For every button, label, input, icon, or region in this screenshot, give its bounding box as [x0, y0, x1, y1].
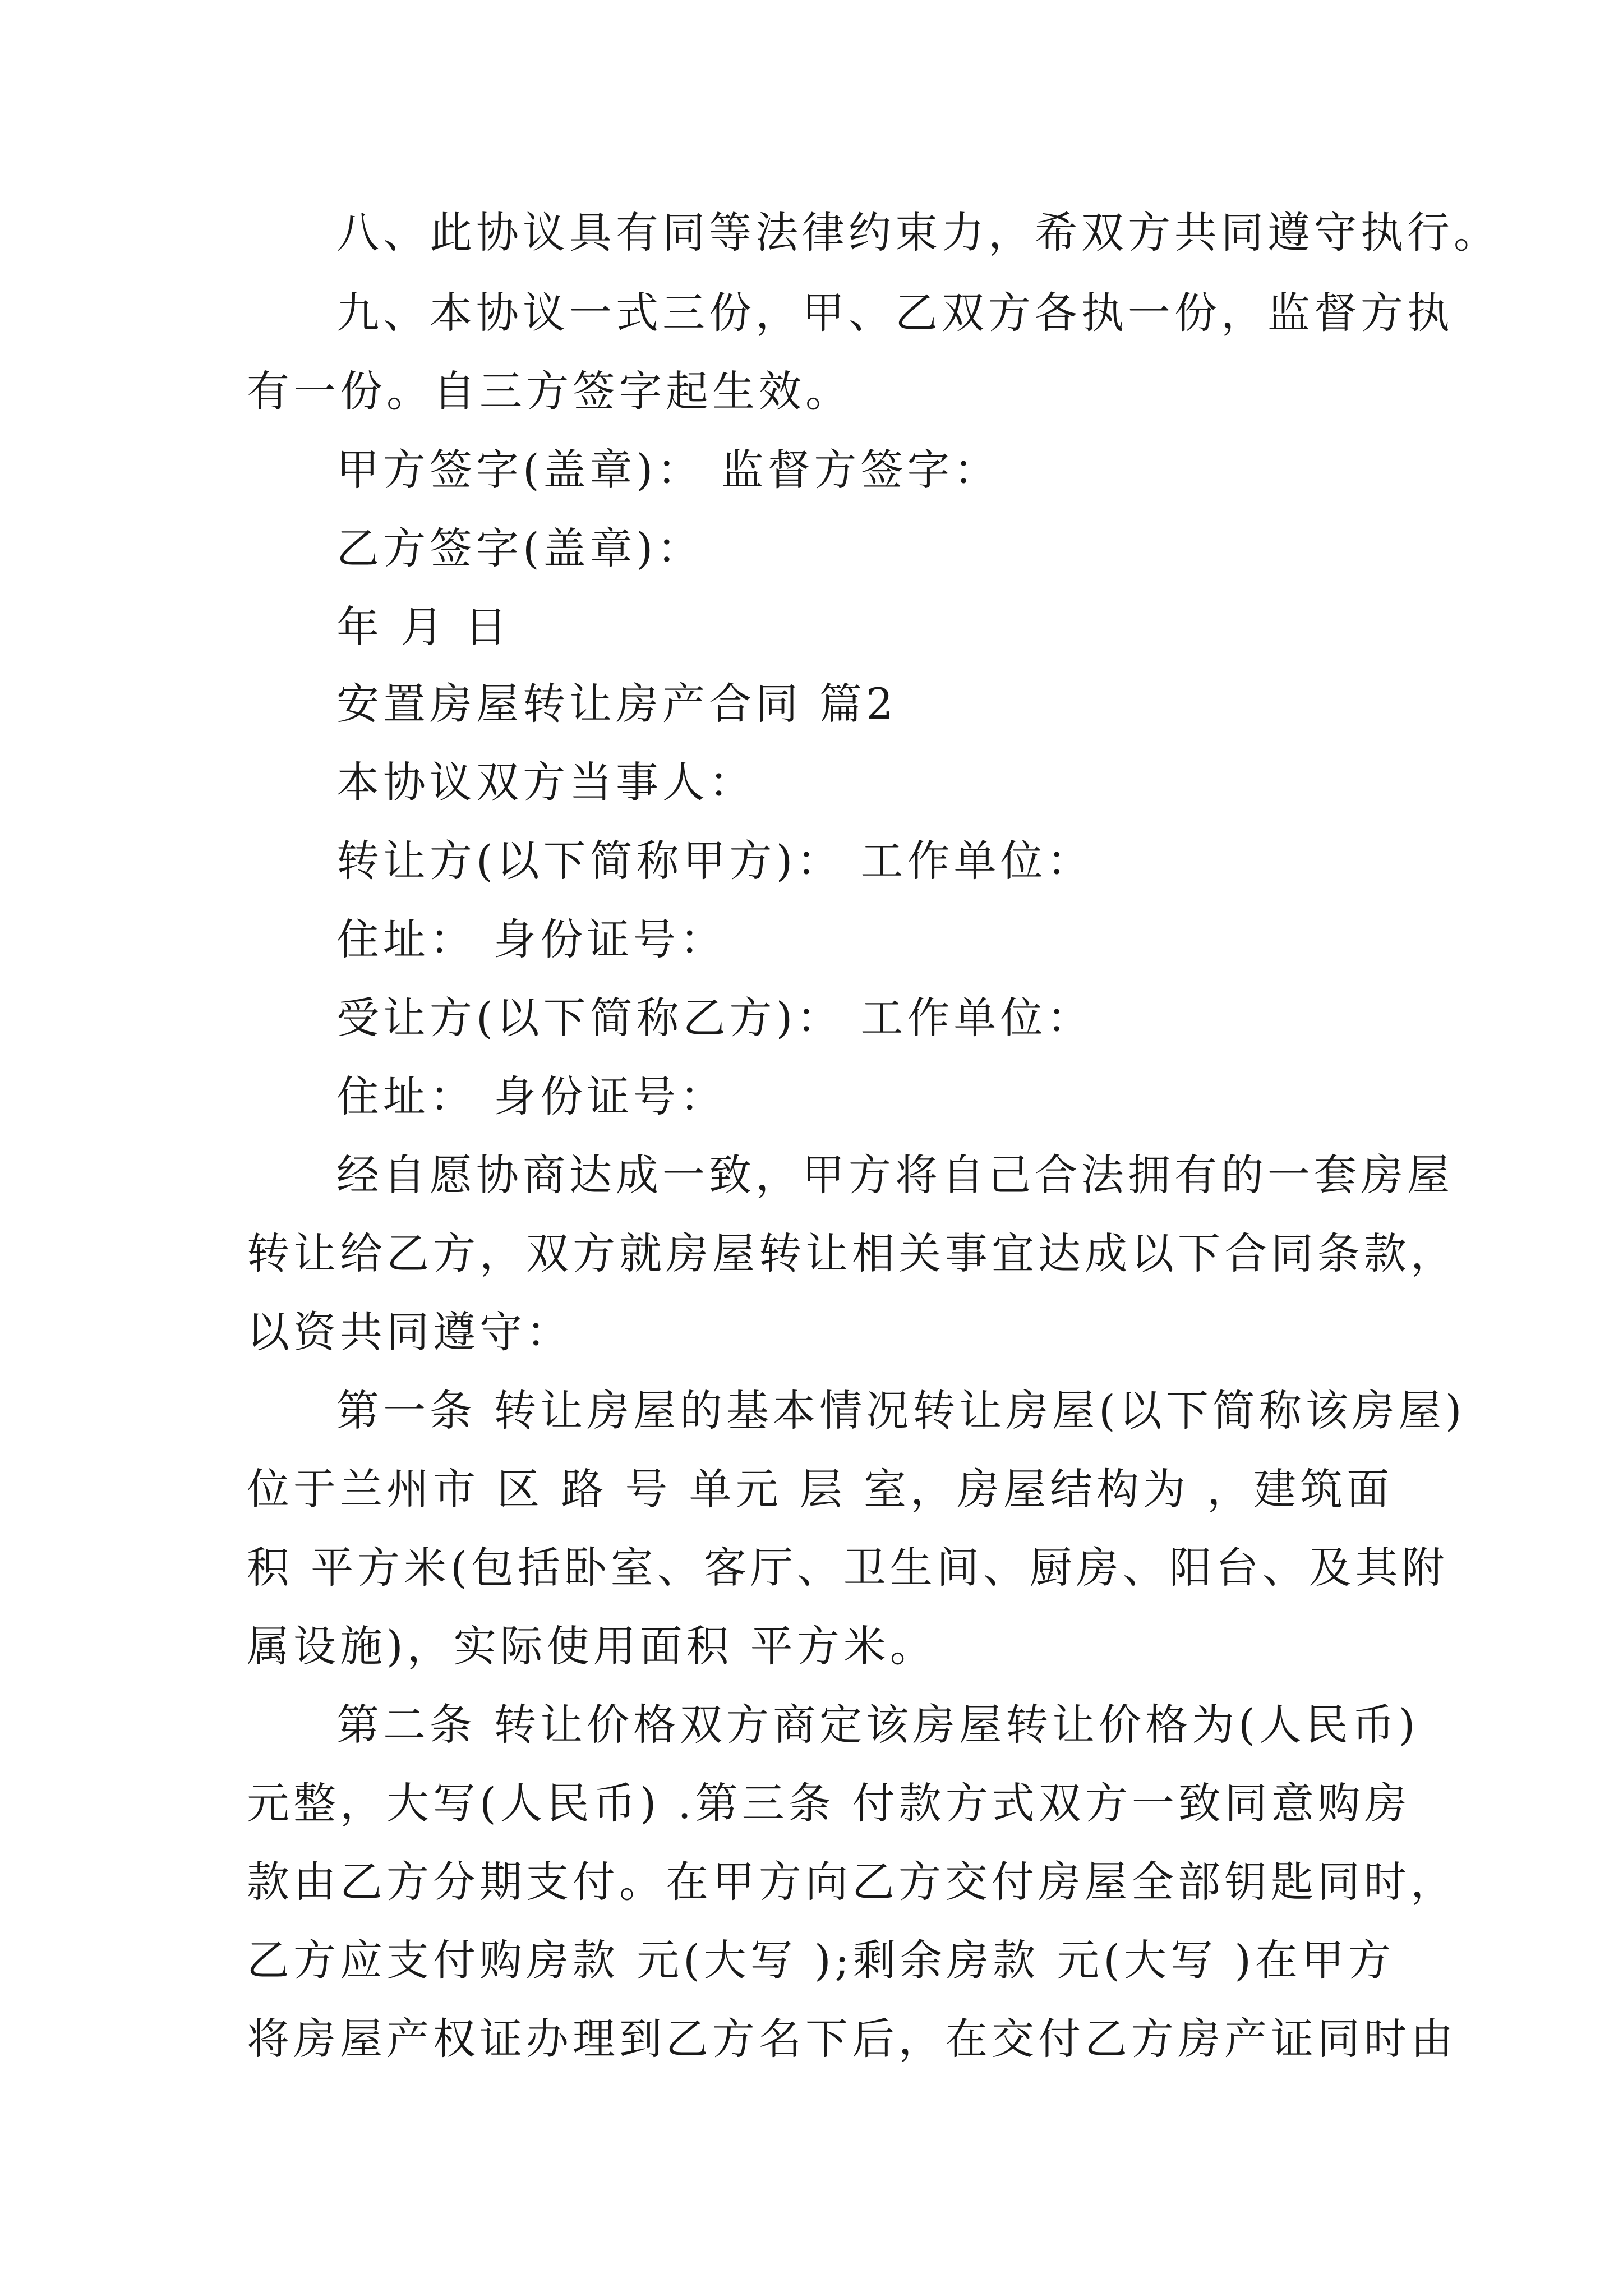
section-heading: 安置房屋转让房产合同 篇2 — [336, 679, 897, 729]
text-line: 住址： 身份证号： — [336, 1071, 727, 1121]
text-line: 乙方签字(盖章)： — [336, 523, 704, 573]
text-line: 将房屋产权证办理到乙方名下后，在交付乙方房产证同时由 — [247, 2014, 1457, 2064]
text-line: 第一条 转让房屋的基本情况转让房屋(以下简称该房屋) — [336, 1386, 1466, 1435]
text-line: 积 平方米(包括卧室、客厅、卫生间、厨房、阳台、及其附 — [247, 1543, 1449, 1593]
text-line: 属设施)，实际使用面积 平方米。 — [247, 1621, 937, 1671]
text-line: 经自愿协商达成一致，甲方将自己合法拥有的一套房屋 — [336, 1150, 1454, 1200]
text-line: 年 月 日 — [336, 602, 511, 652]
text-line: 有一份。自三方签字起生效。 — [247, 366, 852, 416]
text-line: 本协议双方当事人： — [336, 757, 755, 807]
text-line: 款由乙方分期支付。在甲方向乙方交付房屋全部钥匙同时， — [247, 1857, 1457, 1907]
text-line: 元整，大写(人民币) .第三条 付款方式双方一致同意购房 — [247, 1778, 1411, 1828]
text-line: 住址： 身份证号： — [336, 914, 727, 964]
text-line: 位于兰州市 区 路 号 单元 层 室，房屋结构为 ，建筑面 — [247, 1464, 1394, 1514]
text-line: 以资共同遵守： — [247, 1307, 573, 1357]
text-line: 九、本协议一式三份，甲、乙双方各执一份，监督方执 — [336, 288, 1454, 338]
text-line: 第二条 转让价格双方商定该房屋转让价格为(人民币) — [336, 1700, 1419, 1750]
text-line: 转让方(以下简称甲方)： 工作单位： — [336, 836, 1094, 886]
text-line: 八、此协议具有同等法律约束力，希双方共同遵守执行。 — [336, 208, 1500, 257]
text-line: 受让方(以下简称乙方)： 工作单位： — [336, 993, 1094, 1043]
text-line: 转让给乙方，双方就房屋转让相关事宜达成以下合同条款， — [247, 1228, 1457, 1278]
text-line: 乙方应支付购房款 元(大写 );剩余房款 元(大写 )在甲方 — [247, 1935, 1395, 1985]
text-line: 甲方签字(盖章)： 监督方签字： — [336, 445, 1000, 495]
